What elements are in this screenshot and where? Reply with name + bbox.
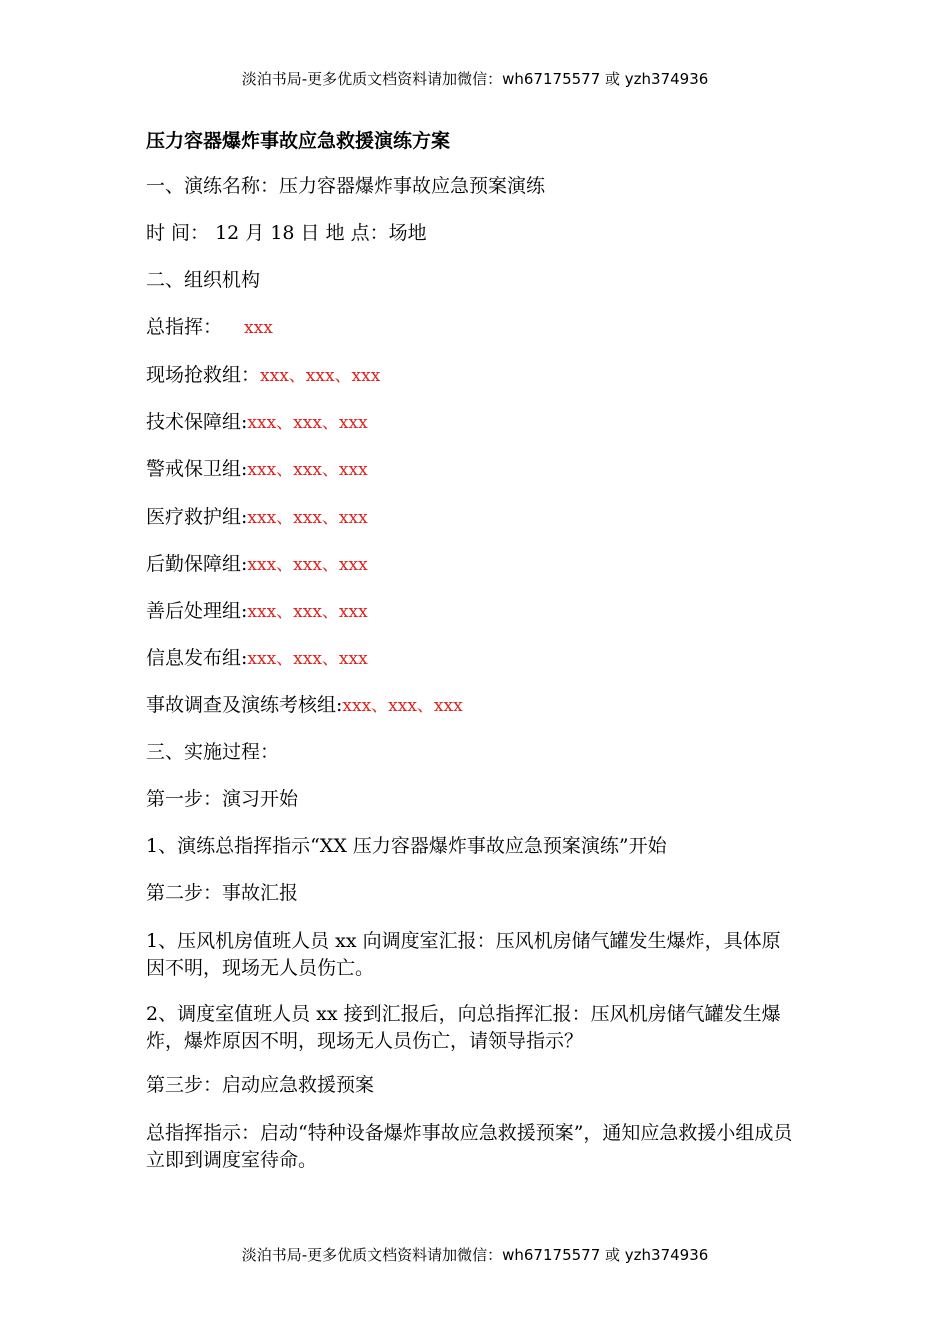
step-2-item-1: 1、压风机房值班人员 xx 向调度室汇报：压风机房储气罐发生爆炸，具体原因不明，现场无人员伤亡。 [146, 930, 781, 979]
step-1-item-1: 1、演练总指挥指示“XX 压力容器爆炸事故应急预案演练”开始 [146, 835, 667, 857]
org-row-info [146, 644, 806, 673]
org-label: 总指挥： [146, 316, 223, 338]
org-members: xxx、xxx、xxx [247, 602, 368, 622]
org-members: xxx、xxx、xxx [247, 508, 368, 528]
org-members: xxx、xxx、xxx [247, 460, 368, 480]
process-heading: 三、实施过程： [146, 741, 280, 763]
step-2: 第二步：事故汇报 [146, 882, 299, 904]
org-row-medical [146, 503, 806, 532]
org-row-aftermath [146, 597, 806, 626]
org-members: xxx、xxx、xxx [247, 413, 368, 433]
org-row-tech [146, 408, 806, 437]
org-members: xxx、xxx、xxx [247, 555, 368, 575]
org-label: 现场抢救组： [146, 364, 261, 386]
time-place: 时 间： 12 月 18 日 地 点：场地 [146, 222, 427, 244]
page-footer: 淡泊书局-更多优质文档资料请加微信：wh67175577 或 yzh374936 [241, 1246, 709, 1264]
step-3-item-1: 总指挥指示：启动“特种设备爆炸事故应急救援预案”，通知应急救援小组成员立即到调度室待命。 [146, 1122, 793, 1171]
step-2-item-2: 2、调度室值班人员 xx 接到汇报后，向总指挥汇报：压风机房储气罐发生爆炸，爆炸原因不明，现场无人员伤亡，请领导指示？ [146, 1003, 781, 1052]
document-title: 压力容器爆炸事故应急救援演练方案 [146, 130, 451, 152]
org-label: 信息发布组: [146, 647, 248, 669]
org-label: 后勤保障组: [146, 553, 248, 575]
org-row-rescue [146, 361, 806, 390]
org-label: 医疗救护组: [146, 506, 248, 528]
org-label: 技术保障组: [146, 411, 248, 433]
org-row-investigation [146, 691, 806, 720]
org-row-commander [146, 313, 806, 342]
org-label: 警戒保卫组: [146, 458, 248, 480]
org-members: xxx、xxx、xxx [342, 696, 463, 716]
org-members: xxx、xxx、xxx [260, 366, 381, 386]
step-3: 第三步：启动应急救援预案 [146, 1074, 375, 1096]
org-members: xxx、xxx、xxx [247, 649, 368, 669]
page-header: 淡泊书局-更多优质文档资料请加微信：wh67175577 或 yzh374936 [241, 70, 709, 88]
org-row-security [146, 455, 806, 484]
org-heading: 二、组织机构 [146, 269, 261, 291]
org-members: xxx [244, 318, 273, 338]
step-1: 第一步：演习开始 [146, 788, 299, 810]
drill-name: 一、演练名称：压力容器爆炸事故应急预案演练 [146, 175, 546, 197]
org-label: 事故调查及演练考核组: [146, 694, 343, 716]
org-row-logistics [146, 550, 806, 579]
org-label: 善后处理组: [146, 600, 248, 622]
